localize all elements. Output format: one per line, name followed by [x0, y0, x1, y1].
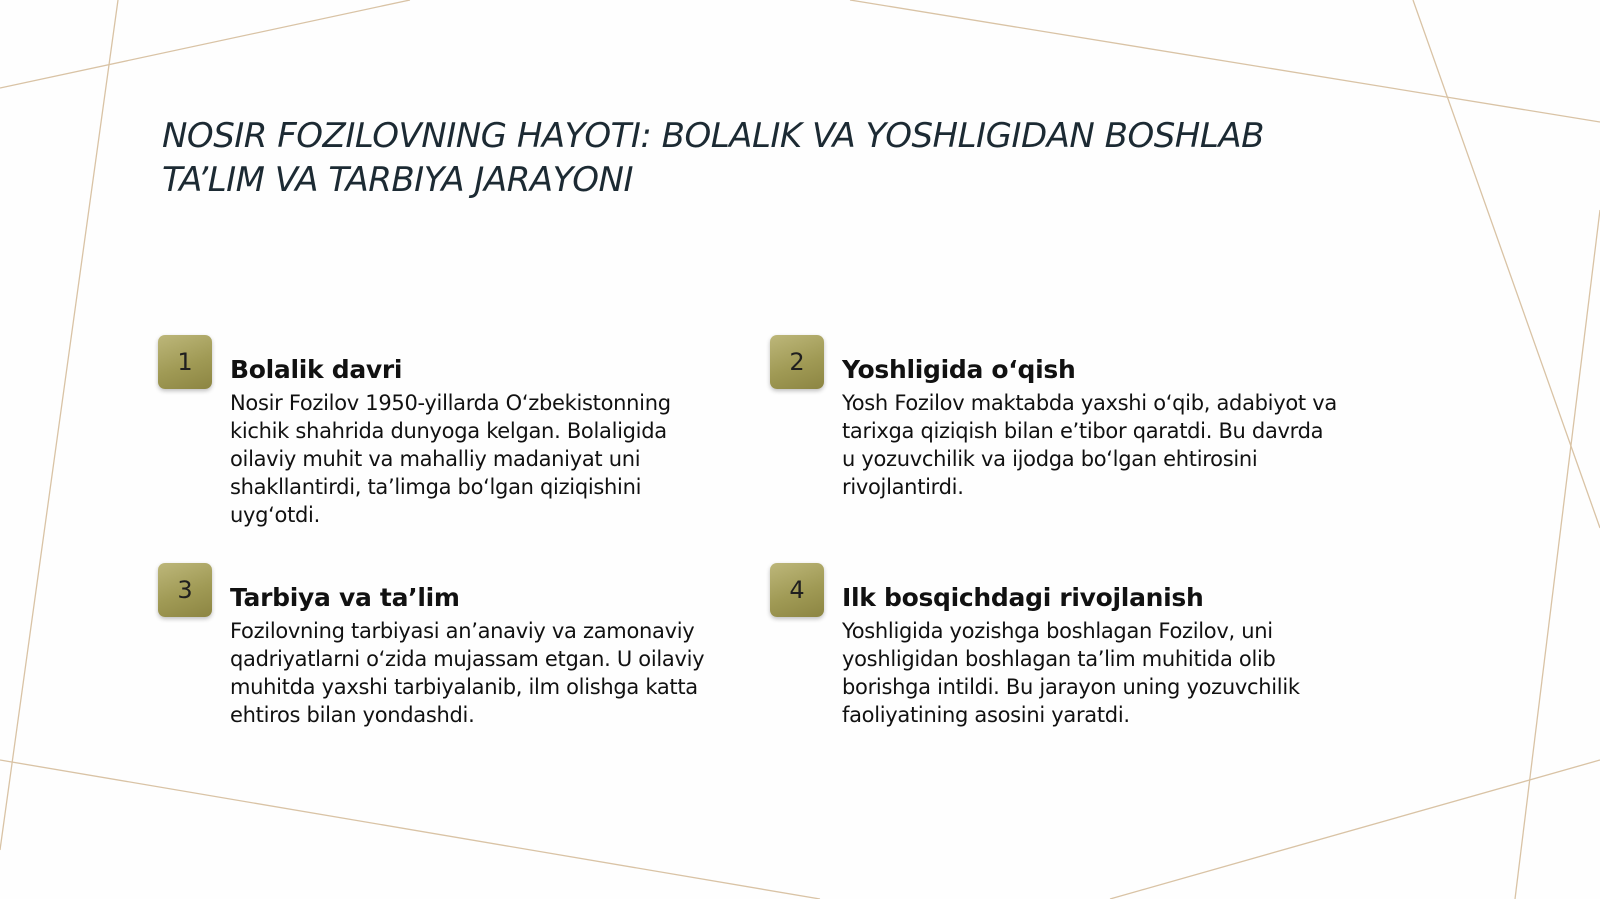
item-title: Ilk bosqichdagi rivojlanish — [842, 583, 1204, 612]
number-badge: 3 — [158, 563, 212, 617]
number-badge: 1 — [158, 335, 212, 389]
item-text: Fozilovning tarbiyasi an’anaviy va zamonaviy qadriyatlarni o‘zida mujassam etgan. U oilaviy muhitda yaxshi tarbiyalanib, ilm olishga katta ehtiros bilan yondashdi. — [230, 619, 705, 727]
item-title: Yoshligida o‘qish — [842, 355, 1076, 384]
item-title: Bolalik davri — [230, 355, 403, 384]
item-text: Nosir Fozilov 1950-yillarda O‘zbekistonning kichik shahrida dunyoga kelgan. Bolaligida oilaviy muhit va mahalliy madaniyat uni shakllantirdi, ta’limga bo‘lgan qiziqishini uyg‘otdi. — [230, 391, 671, 527]
number-badge: 4 — [770, 563, 824, 617]
deco-line — [0, 760, 820, 899]
deco-line — [0, 0, 118, 850]
number-badge: 2 — [770, 335, 824, 389]
item-text: Yosh Fozilov maktabda yaxshi o‘qib, adabiyot va tarixga qiziqish bilan e’tibor qaratdi. Bu davrda u yozuvchilik va ijodga bo‘lgan ehtirosini rivojlantirdi. — [842, 391, 1337, 499]
deco-line — [1110, 760, 1600, 899]
item-title: Tarbiya va ta’lim — [230, 583, 460, 612]
deco-line — [1515, 210, 1600, 899]
deco-line — [0, 0, 410, 88]
title-line-2: TA’LIM VA TARBIYA JARAYONI — [162, 160, 633, 200]
deco-line — [850, 0, 1600, 122]
title-line-1: NOSIR FOZILOVNING HAYOTI: BOLALIK VA YOSHLIGIDAN BOSHLAB — [162, 116, 1264, 156]
deco-line — [1413, 0, 1600, 528]
slide-title — [162, 114, 1422, 202]
item-text: Yoshligida yozishga boshlagan Fozilov, uni yoshligidan boshlagan ta’lim muhitida olib borishga intildi. Bu jarayon uning yozuvchilik faoliyatining asosini yaratdi. — [842, 619, 1300, 727]
